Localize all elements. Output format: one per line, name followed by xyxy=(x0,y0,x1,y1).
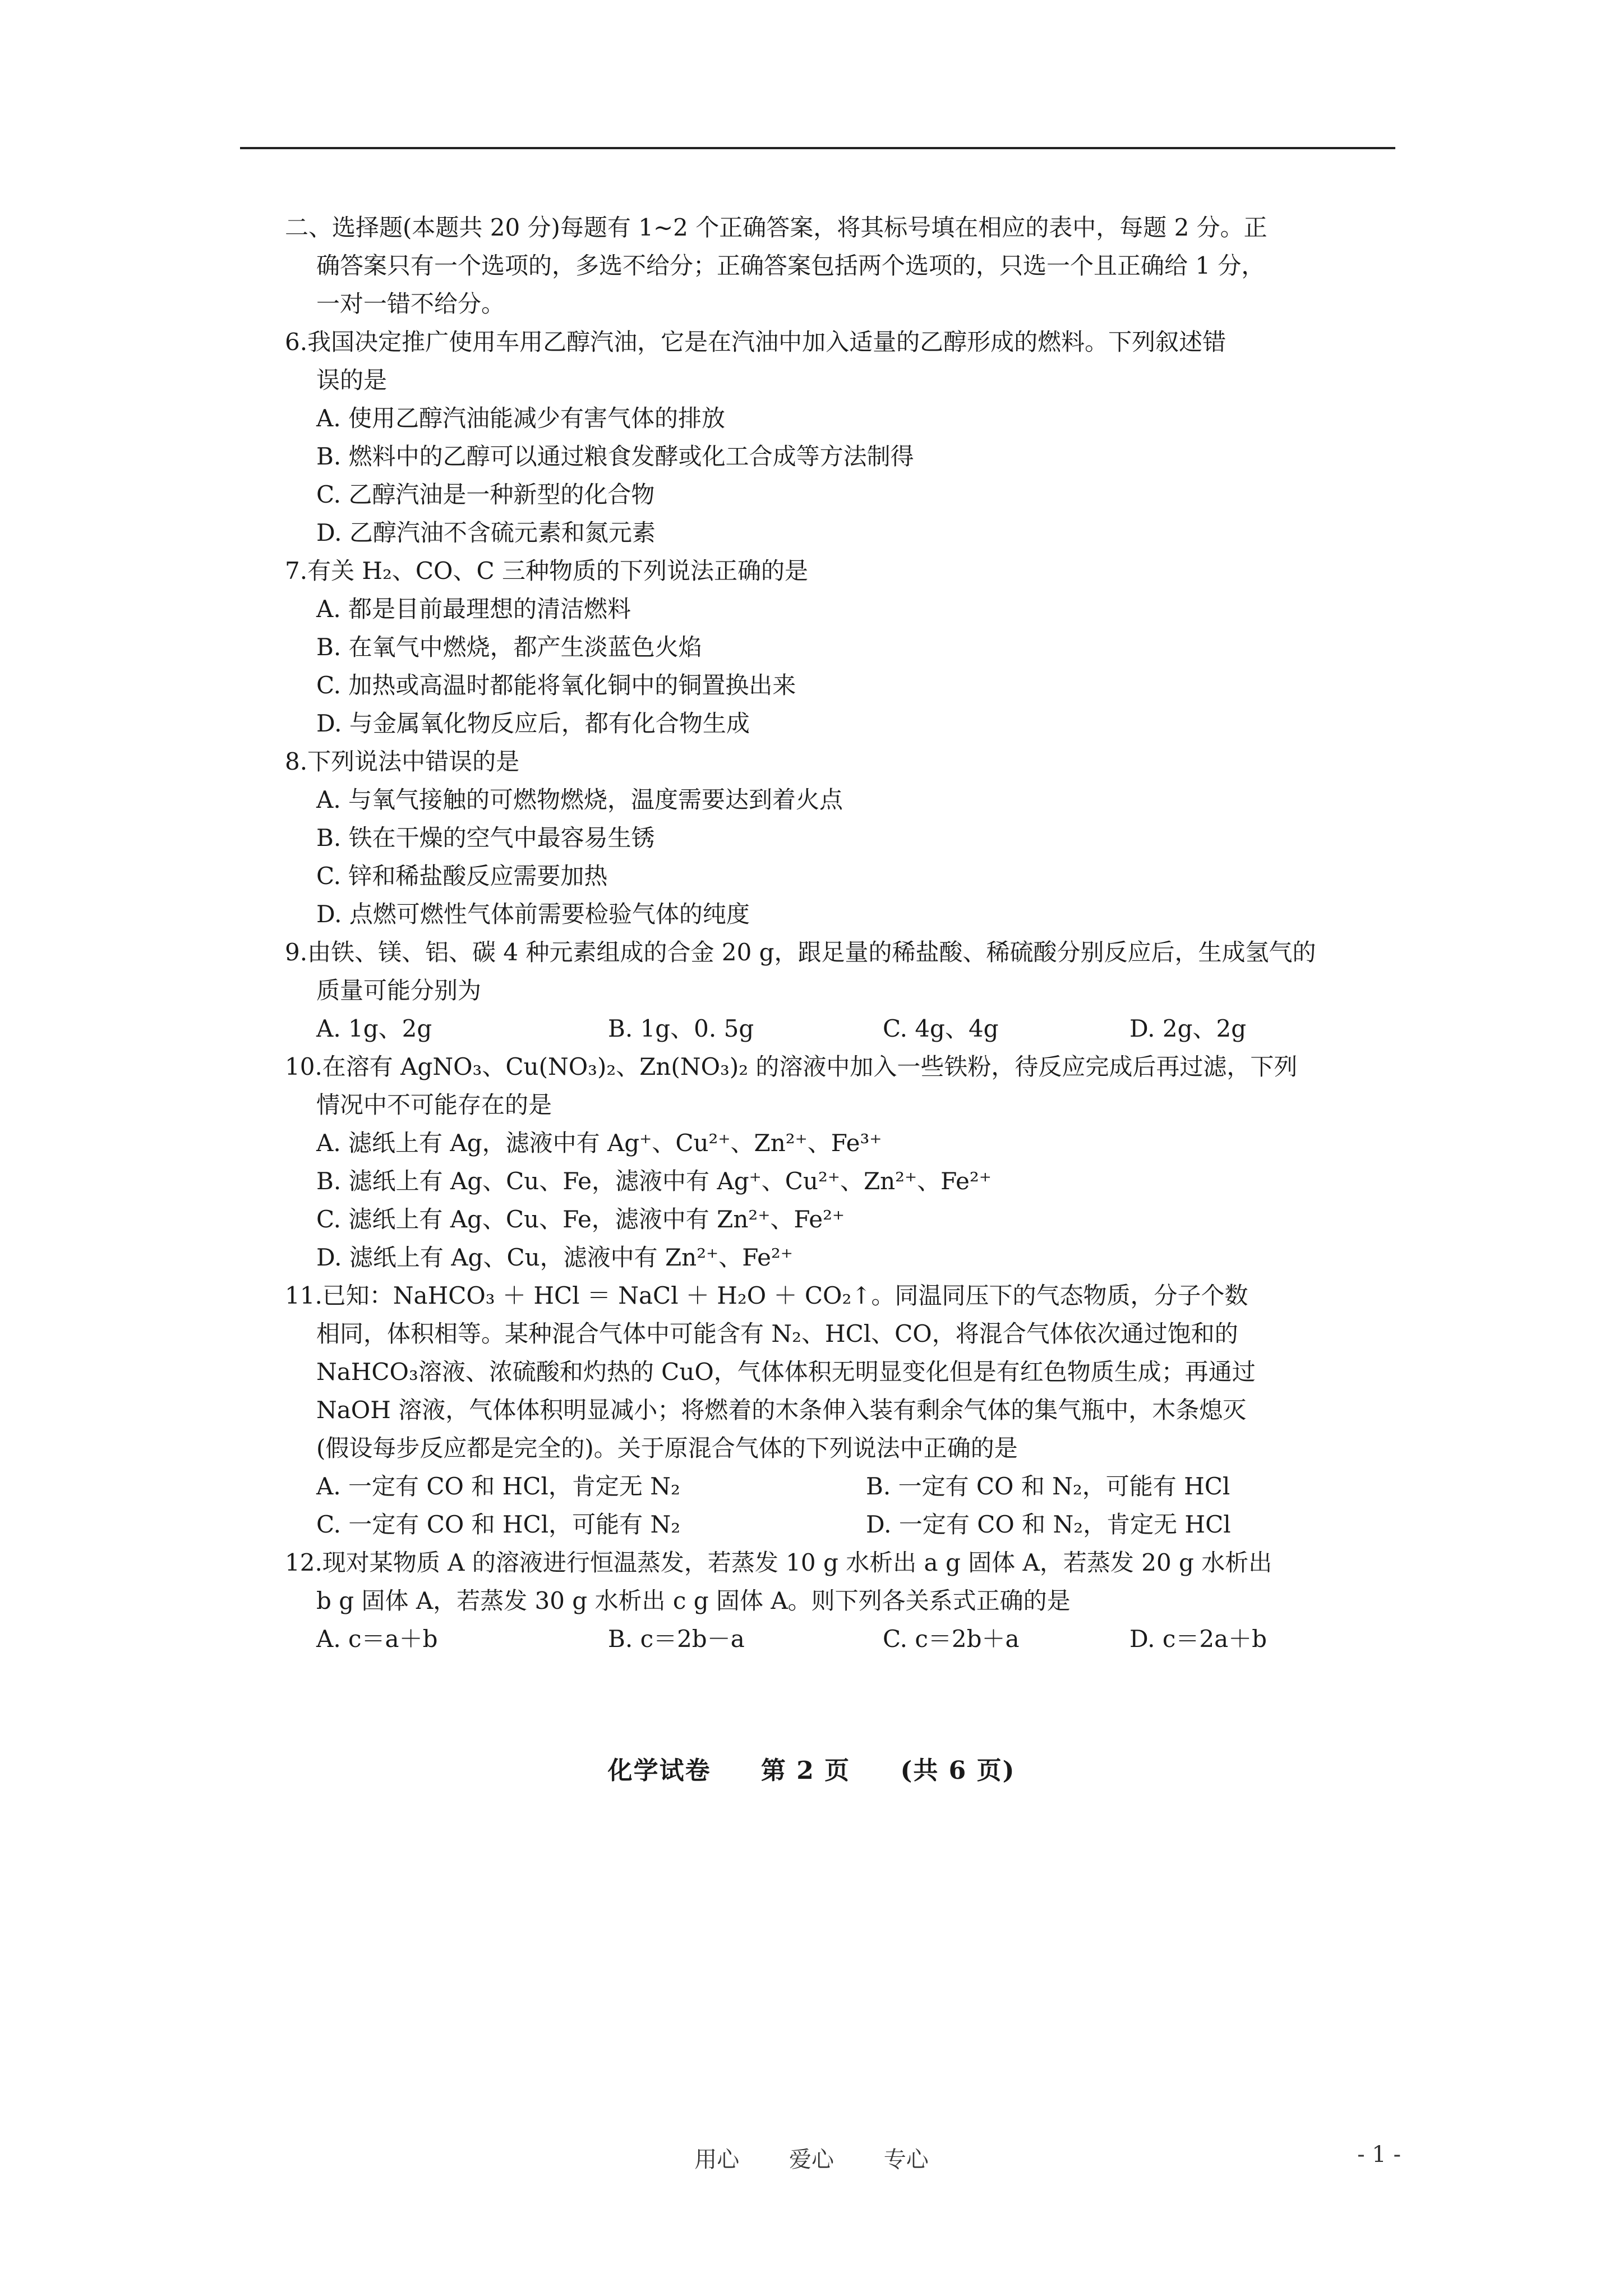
option-b: B. 一定有 CO 和 N₂，可能有 HCl xyxy=(866,1473,1230,1500)
option-d: D. 乙醇汽油不含硫元素和氮元素 xyxy=(316,519,656,546)
option-b: B. 在氧气中燃烧，都产生淡蓝色火焰 xyxy=(316,633,702,661)
top-rule xyxy=(240,147,1395,149)
section-header-line: 确答案只有一个选项的，多选不给分；正确答案包括两个选项的，只选一个且正确给 1 分， xyxy=(316,252,1265,279)
option-a: A. c＝a＋b xyxy=(316,1625,438,1653)
slogan-word: 用心 xyxy=(694,2147,740,2173)
option-c: C. 一定有 CO 和 HCl，可能有 N₂ xyxy=(316,1511,681,1538)
options-row xyxy=(285,1010,1384,1048)
footer-subject: 化学试卷 xyxy=(607,1756,711,1785)
option-a: A. 与氧气接触的可燃物燃烧，温度需要达到着火点 xyxy=(316,786,843,813)
option-c: C. c＝2b＋a xyxy=(883,1625,1020,1653)
question-stem: (假设每步反应都是完全的)。关于原混合气体的下列说法中正确的是 xyxy=(316,1434,1018,1462)
question-stem: 由铁、镁、铝、碳 4 种元素组成的合金 20 g，跟足量的稀盐酸、稀硫酸分别反应后，生成氢气的 xyxy=(307,938,1316,966)
question-stem: 相同，体积相等。某种混合气体中可能含有 N₂、HCl、CO，将混合气体依次通过饱和的 xyxy=(316,1320,1238,1347)
option-c: C. 锌和稀盐酸反应需要加热 xyxy=(316,862,608,890)
question-9 xyxy=(285,933,1384,1048)
question-stem: 已知：NaHCO₃ ＋ HCl ＝ NaCl ＋ H₂O ＋ CO₂↑。同温同压下的气态物质，分子个数 xyxy=(322,1282,1248,1309)
question-stem: 有关 H₂、CO、C 三种物质的下列说法正确的是 xyxy=(307,557,808,585)
option-d: D. 滤纸上有 Ag、Cu，滤液中有 Zn²⁺、Fe²⁺ xyxy=(316,1244,793,1271)
option-c: C. 滤纸上有 Ag、Cu、Fe，滤液中有 Zn²⁺、Fe²⁺ xyxy=(316,1205,845,1233)
question-stem: b g 固体 A，若蒸发 30 g 水析出 c g 固体 A。则下列各关系式正确的是 xyxy=(316,1587,1071,1614)
options-row xyxy=(285,1506,1384,1544)
slogan-word: 专心 xyxy=(883,2147,929,2173)
question-stem: 在溶有 AgNO₃、Cu(NO₃)₂、Zn(NO₃)₂ 的溶液中加入一些铁粉，待反应完成后再过滤，下列 xyxy=(322,1053,1298,1080)
question-stem: NaOH 溶液，气体体积明显减小；将燃着的木条伸入装有剩余气体的集气瓶中，木条熄灭 xyxy=(316,1396,1247,1424)
option-d: D. 2g、2g xyxy=(1129,1015,1247,1042)
footer-page: 第 2 页 xyxy=(760,1756,851,1785)
question-stem: 误的是 xyxy=(316,366,388,394)
option-a: A. 1g、2g xyxy=(316,1015,432,1042)
question-10 xyxy=(285,1048,1384,1277)
slogan-word: 爱心 xyxy=(789,2147,834,2173)
question-number: 8. xyxy=(285,748,308,775)
options-row xyxy=(285,1467,1384,1506)
options-row xyxy=(285,1620,1384,1658)
option-b: B. 滤纸上有 Ag、Cu、Fe，滤液中有 Ag⁺、Cu²⁺、Zn²⁺、Fe²⁺ xyxy=(316,1167,992,1195)
question-7 xyxy=(285,552,1384,743)
question-11 xyxy=(285,1277,1384,1544)
question-content xyxy=(285,209,1384,1658)
question-6 xyxy=(285,323,1384,552)
option-a: A. 滤纸上有 Ag，滤液中有 Ag⁺、Cu²⁺、Zn²⁺、Fe³⁺ xyxy=(316,1129,882,1157)
option-d: D. 点燃可燃性气体前需要检验气体的纯度 xyxy=(316,900,750,928)
question-stem: 质量可能分别为 xyxy=(316,977,482,1004)
option-d: D. c＝2a＋b xyxy=(1129,1625,1267,1653)
option-a: A. 都是目前最理想的清洁燃料 xyxy=(316,595,631,623)
option-d: D. 一定有 CO 和 N₂，肯定无 HCl xyxy=(866,1511,1231,1538)
option-c: C. 乙醇汽油是一种新型的化合物 xyxy=(316,481,655,508)
option-b: B. 1g、0. 5g xyxy=(608,1015,754,1042)
question-number: 10. xyxy=(285,1053,322,1080)
question-stem: 我国决定推广使用车用乙醇汽油，它是在汽油中加入适量的乙醇形成的燃料。下列叙述错 xyxy=(307,328,1227,356)
page-number: - 1 - xyxy=(1357,2142,1401,2168)
option-c: C. 加热或高温时都能将氧化铜中的铜置换出来 xyxy=(316,671,796,699)
question-number: 9. xyxy=(285,938,308,966)
option-b: B. c＝2b－a xyxy=(608,1625,745,1653)
question-stem: 情况中不可能存在的是 xyxy=(316,1091,552,1119)
footer-total: (共 6 页) xyxy=(900,1756,1016,1785)
question-number: 12. xyxy=(285,1549,322,1576)
section-header-line: 一对一错不给分。 xyxy=(316,290,505,318)
question-number: 11. xyxy=(285,1282,322,1309)
question-stem: NaHCO₃溶液、浓硫酸和灼热的 CuO，气体体积无明显变化但是有红色物质生成；再通过 xyxy=(316,1358,1256,1386)
question-12 xyxy=(285,1544,1384,1658)
option-b: B. 燃料中的乙醇可以通过粮食发酵或化工合成等方法制得 xyxy=(316,443,914,470)
option-d: D. 与金属氧化物反应后，都有化合物生成 xyxy=(316,710,750,737)
option-a: A. 使用乙醇汽油能减少有害气体的排放 xyxy=(316,404,726,432)
question-number: 7. xyxy=(285,557,308,585)
question-stem: 现对某物质 A 的溶液进行恒温蒸发，若蒸发 10 g 水析出 a g 固体 A，若蒸发 20 g 水析出 xyxy=(322,1549,1272,1576)
question-8 xyxy=(285,743,1384,933)
question-number: 6. xyxy=(285,328,308,356)
question-stem: 下列说法中错误的是 xyxy=(307,748,520,775)
option-b: B. 铁在干燥的空气中最容易生锈 xyxy=(316,824,655,852)
section-header-line: 二、选择题(本题共 20 分)每题有 1~2 个正确答案，将其标号填在相应的表中，每题 2 分。正 xyxy=(285,214,1267,241)
section-header xyxy=(285,209,1384,323)
exam-footer xyxy=(0,1750,1623,1786)
option-c: C. 4g、4g xyxy=(883,1015,999,1042)
option-a: A. 一定有 CO 和 HCl，肯定无 N₂ xyxy=(316,1473,680,1500)
